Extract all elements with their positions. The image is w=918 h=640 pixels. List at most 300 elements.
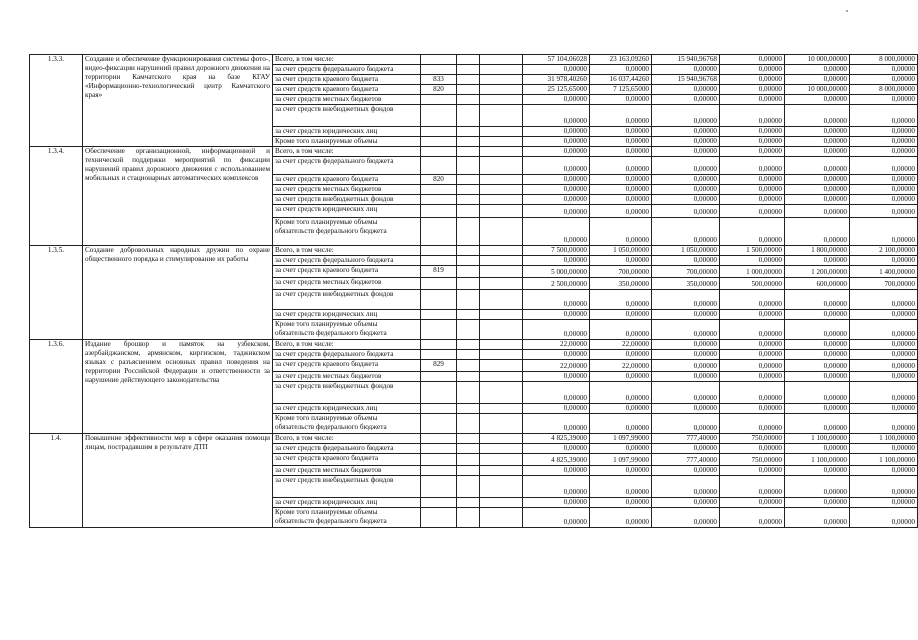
blank-col-a	[457, 310, 480, 320]
budget-code	[421, 414, 457, 434]
blank-col-b	[480, 466, 523, 476]
amount-cell: 0,00000	[850, 340, 918, 350]
blank-col-b	[480, 414, 523, 434]
funding-source: за счет средств местных бюджетов	[273, 466, 421, 476]
amount-cell: 0,00000	[590, 175, 652, 185]
amount-cell: 0,00000	[652, 147, 720, 157]
scan-speck	[846, 10, 848, 12]
amount-cell: 0,00000	[720, 85, 785, 95]
blank-col-b	[480, 310, 523, 320]
amount-cell: 0,00000	[850, 360, 918, 372]
amount-cell: 0,00000	[850, 372, 918, 382]
amount-cell: 0,00000	[850, 508, 918, 528]
amount-cell: 0,00000	[590, 95, 652, 105]
blank-col-a	[457, 444, 480, 454]
amount-cell: 0,00000	[850, 256, 918, 266]
budget-code	[421, 95, 457, 105]
amount-cell: 0,00000	[523, 205, 590, 218]
amount-cell: 2 500,00000	[523, 278, 590, 290]
amount-cell: 0,00000	[850, 105, 918, 127]
budget-code	[421, 205, 457, 218]
budget-code: 829	[421, 360, 457, 372]
amount-cell: 0,00000	[523, 137, 590, 147]
amount-cell: 0,00000	[652, 256, 720, 266]
amount-cell: 0,00000	[785, 310, 850, 320]
blank-col-a	[457, 404, 480, 414]
amount-cell: 0,00000	[652, 444, 720, 454]
amount-cell: 0,00000	[523, 157, 590, 175]
amount-cell: 0,00000	[590, 256, 652, 266]
amount-cell: 0,00000	[652, 382, 720, 404]
amount-cell: 0,00000	[652, 310, 720, 320]
amount-cell: 0,00000	[523, 195, 590, 205]
amount-cell: 600,00000	[785, 278, 850, 290]
funding-source: Всего, в том числе:	[273, 55, 421, 65]
budget-code	[421, 147, 457, 157]
budget-code	[421, 157, 457, 175]
amount-cell: 0,00000	[590, 290, 652, 310]
amount-cell: 750,00000	[720, 434, 785, 444]
amount-cell: 0,00000	[652, 476, 720, 498]
amount-cell: 0,00000	[652, 466, 720, 476]
amount-cell: 0,00000	[850, 320, 918, 340]
amount-cell: 0,00000	[785, 157, 850, 175]
blank-col-a	[457, 466, 480, 476]
funding-source: за счет средств местных бюджетов	[273, 185, 421, 195]
amount-cell: 0,00000	[720, 508, 785, 528]
amount-cell: 0,00000	[785, 195, 850, 205]
blank-col-a	[457, 55, 480, 65]
blank-col-a	[457, 454, 480, 466]
amount-cell: 0,00000	[850, 175, 918, 185]
funding-source: Кроме того планируемые объемы	[273, 137, 421, 147]
amount-cell: 0,00000	[720, 205, 785, 218]
budget-code	[421, 320, 457, 340]
blank-col-a	[457, 360, 480, 372]
amount-cell: 0,00000	[590, 185, 652, 195]
budget-row	[30, 340, 918, 350]
amount-cell: 23 163,09260	[590, 55, 652, 65]
amount-cell: 0,00000	[785, 105, 850, 127]
amount-cell: 0,00000	[785, 147, 850, 157]
budget-code	[421, 372, 457, 382]
budget-code	[421, 350, 457, 360]
amount-cell: 0,00000	[652, 105, 720, 127]
budget-code	[421, 340, 457, 350]
amount-cell: 7 500,00000	[523, 246, 590, 256]
section-number: 1.4.	[30, 434, 83, 528]
amount-cell: 700,00000	[850, 278, 918, 290]
amount-cell: 0,00000	[720, 127, 785, 137]
amount-cell: 0,00000	[523, 290, 590, 310]
amount-cell: 0,00000	[785, 476, 850, 498]
amount-cell: 0,00000	[523, 382, 590, 404]
funding-source: за счет средств внебюджетных фондов	[273, 105, 421, 127]
amount-cell: 1 200,00000	[785, 266, 850, 278]
amount-cell: 0,00000	[652, 157, 720, 175]
amount-cell: 0,00000	[785, 218, 850, 246]
amount-cell: 0,00000	[785, 444, 850, 454]
amount-cell: 0,00000	[590, 157, 652, 175]
amount-cell: 1 000,00000	[720, 266, 785, 278]
amount-cell: 1 097,99000	[590, 454, 652, 466]
amount-cell: 0,00000	[785, 466, 850, 476]
blank-col-b	[480, 147, 523, 157]
blank-col-b	[480, 444, 523, 454]
blank-col-b	[480, 105, 523, 127]
amount-cell: 0,00000	[850, 476, 918, 498]
amount-cell: 0,00000	[590, 205, 652, 218]
blank-col-b	[480, 340, 523, 350]
amount-cell: 0,00000	[785, 127, 850, 137]
amount-cell: 0,00000	[590, 466, 652, 476]
section-description: Издание брошюр и памяток на узбекском, азербайджанском, армянском, киргизском, таджикском языках с разъяснением основных правил поведения на территории Российской Федерации и ответственности за нарушение действующего законодательства	[83, 340, 273, 434]
amount-cell: 0,00000	[785, 498, 850, 508]
budget-code	[421, 127, 457, 137]
amount-cell: 1 100,00000	[785, 434, 850, 444]
blank-col-a	[457, 85, 480, 95]
blank-col-b	[480, 127, 523, 137]
blank-col-a	[457, 105, 480, 127]
amount-cell: 0,00000	[523, 127, 590, 137]
blank-col-a	[457, 246, 480, 256]
blank-col-a	[457, 127, 480, 137]
amount-cell: 15 940,96768	[652, 55, 720, 65]
amount-cell: 0,00000	[785, 382, 850, 404]
amount-cell: 0,00000	[720, 137, 785, 147]
budget-code	[421, 444, 457, 454]
budget-code	[421, 256, 457, 266]
blank-col-b	[480, 454, 523, 466]
amount-cell: 15 940,96768	[652, 75, 720, 85]
blank-col-b	[480, 157, 523, 175]
budget-table	[29, 54, 918, 528]
blank-col-a	[457, 290, 480, 310]
funding-source: Всего, в том числе:	[273, 340, 421, 350]
amount-cell: 0,00000	[652, 350, 720, 360]
budget-code: 820	[421, 85, 457, 95]
amount-cell: 7 125,65000	[590, 85, 652, 95]
blank-col-b	[480, 320, 523, 340]
amount-cell: 0,00000	[652, 185, 720, 195]
blank-col-b	[480, 195, 523, 205]
amount-cell: 0,00000	[850, 195, 918, 205]
amount-cell: 0,00000	[720, 382, 785, 404]
section-number: 1.3.6.	[30, 340, 83, 434]
amount-cell: 0,00000	[652, 137, 720, 147]
amount-cell: 2 100,00000	[850, 246, 918, 256]
funding-source: Всего, в том числе:	[273, 434, 421, 444]
amount-cell: 0,00000	[590, 65, 652, 75]
amount-cell: 0,00000	[652, 372, 720, 382]
budget-code	[421, 434, 457, 444]
amount-cell: 0,00000	[590, 350, 652, 360]
amount-cell: 0,00000	[850, 127, 918, 137]
amount-cell: 0,00000	[523, 414, 590, 434]
amount-cell: 0,00000	[652, 340, 720, 350]
section-description: Создание добровольных народных дружин по охране общественного порядка и стимулирование их работы	[83, 246, 273, 340]
budget-code	[421, 195, 457, 205]
funding-source: за счет средств краевого бюджета	[273, 85, 421, 95]
budget-code: 820	[421, 175, 457, 185]
amount-cell: 0,00000	[652, 65, 720, 75]
amount-cell: 0,00000	[652, 360, 720, 372]
amount-cell: 0,00000	[652, 320, 720, 340]
amount-cell: 16 037,44260	[590, 75, 652, 85]
amount-cell: 0,00000	[523, 218, 590, 246]
amount-cell: 0,00000	[523, 466, 590, 476]
amount-cell: 0,00000	[850, 310, 918, 320]
amount-cell: 31 978,40260	[523, 75, 590, 85]
amount-cell: 8 000,00000	[850, 85, 918, 95]
amount-cell: 0,00000	[523, 175, 590, 185]
amount-cell: 0,00000	[785, 75, 850, 85]
blank-col-a	[457, 75, 480, 85]
funding-source: за счет средств юридических лиц	[273, 498, 421, 508]
amount-cell: 0,00000	[785, 290, 850, 310]
budget-code	[421, 218, 457, 246]
funding-source: за счет средств юридических лиц	[273, 310, 421, 320]
amount-cell: 0,00000	[720, 157, 785, 175]
blank-col-a	[457, 320, 480, 340]
amount-cell: 0,00000	[785, 65, 850, 75]
amount-cell: 0,00000	[720, 95, 785, 105]
blank-col-a	[457, 205, 480, 218]
blank-col-b	[480, 75, 523, 85]
amount-cell: 0,00000	[720, 55, 785, 65]
blank-col-a	[457, 256, 480, 266]
amount-cell: 0,00000	[850, 218, 918, 246]
amount-cell: 0,00000	[523, 498, 590, 508]
amount-cell: 1 100,00000	[850, 434, 918, 444]
amount-cell: 0,00000	[590, 147, 652, 157]
amount-cell: 0,00000	[590, 476, 652, 498]
amount-cell: 0,00000	[590, 218, 652, 246]
amount-cell: 22,00000	[523, 340, 590, 350]
blank-col-b	[480, 185, 523, 195]
amount-cell: 0,00000	[850, 137, 918, 147]
amount-cell: 0,00000	[720, 290, 785, 310]
amount-cell: 22,00000	[523, 360, 590, 372]
blank-col-a	[457, 498, 480, 508]
amount-cell: 0,00000	[652, 290, 720, 310]
funding-source: за счет средств внебюджетных фондов	[273, 195, 421, 205]
budget-code	[421, 454, 457, 466]
budget-row	[30, 246, 918, 256]
funding-source: Всего, в том числе:	[273, 246, 421, 256]
blank-col-b	[480, 404, 523, 414]
amount-cell: 0,00000	[652, 498, 720, 508]
amount-cell: 0,00000	[590, 320, 652, 340]
amount-cell: 0,00000	[590, 404, 652, 414]
amount-cell: 0,00000	[720, 466, 785, 476]
amount-cell: 0,00000	[590, 372, 652, 382]
section-description: Создание и обеспечение функционирования системы фото-, видео-фиксации нарушений правил дорожного движения на территории Камчатского края на базе КГАУ «Информационно-технологический центр Камчатского края»	[83, 55, 273, 147]
amount-cell: 0,00000	[590, 414, 652, 434]
amount-cell: 0,00000	[720, 372, 785, 382]
blank-col-a	[457, 65, 480, 75]
amount-cell: 0,00000	[523, 65, 590, 75]
amount-cell: 0,00000	[652, 85, 720, 95]
amount-cell: 0,00000	[785, 360, 850, 372]
amount-cell: 0,00000	[523, 444, 590, 454]
amount-cell: 10 000,00000	[785, 55, 850, 65]
amount-cell: 0,00000	[590, 137, 652, 147]
amount-cell: 0,00000	[785, 350, 850, 360]
amount-cell: 0,00000	[590, 444, 652, 454]
amount-cell: 0,00000	[850, 404, 918, 414]
amount-cell: 0,00000	[850, 444, 918, 454]
amount-cell: 0,00000	[720, 340, 785, 350]
amount-cell: 0,00000	[720, 105, 785, 127]
blank-col-a	[457, 195, 480, 205]
amount-cell: 10 000,00000	[785, 85, 850, 95]
funding-source: Всего, в том числе:	[273, 147, 421, 157]
blank-col-a	[457, 434, 480, 444]
amount-cell: 0,00000	[785, 95, 850, 105]
amount-cell: 1 100,00000	[785, 454, 850, 466]
amount-cell: 0,00000	[720, 360, 785, 372]
budget-code	[421, 105, 457, 127]
blank-col-a	[457, 278, 480, 290]
amount-cell: 0,00000	[590, 310, 652, 320]
funding-source: за счет средств федерального бюджета	[273, 157, 421, 175]
blank-col-a	[457, 382, 480, 404]
blank-col-b	[480, 246, 523, 256]
amount-cell: 0,00000	[720, 320, 785, 340]
amount-cell: 0,00000	[720, 218, 785, 246]
amount-cell: 0,00000	[720, 444, 785, 454]
budget-row	[30, 147, 918, 157]
blank-col-b	[480, 476, 523, 498]
amount-cell: 0,00000	[523, 404, 590, 414]
blank-col-b	[480, 175, 523, 185]
section-description: Повышение эффективности мер в сфере оказания помощи лицам, пострадавшим в результате ДТП	[83, 434, 273, 528]
amount-cell: 0,00000	[785, 137, 850, 147]
amount-cell: 25 125,65000	[523, 85, 590, 95]
amount-cell: 0,00000	[720, 75, 785, 85]
funding-source: за счет средств федерального бюджета	[273, 350, 421, 360]
blank-col-b	[480, 350, 523, 360]
blank-col-a	[457, 218, 480, 246]
amount-cell: 0,00000	[785, 256, 850, 266]
amount-cell: 0,00000	[652, 95, 720, 105]
blank-col-a	[457, 350, 480, 360]
funding-source: за счет средств краевого бюджета	[273, 360, 421, 372]
blank-col-a	[457, 266, 480, 278]
amount-cell: 0,00000	[850, 350, 918, 360]
amount-cell: 0,00000	[523, 95, 590, 105]
amount-cell: 1 500,00000	[720, 246, 785, 256]
amount-cell: 0,00000	[590, 195, 652, 205]
budget-code	[421, 137, 457, 147]
amount-cell: 0,00000	[523, 185, 590, 195]
budget-code	[421, 498, 457, 508]
amount-cell: 750,00000	[720, 454, 785, 466]
amount-cell: 0,00000	[850, 290, 918, 310]
amount-cell: 0,00000	[652, 218, 720, 246]
funding-source: за счет средств внебюджетных фондов	[273, 382, 421, 404]
amount-cell: 1 800,00000	[785, 246, 850, 256]
section-description: Обеспечение организационной, информационной и технической поддержки мероприятий по фиксации нарушений правил дорожного движения с использованием мобильных и стационарных автоматических комплексов	[83, 147, 273, 246]
amount-cell: 0,00000	[785, 372, 850, 382]
amount-cell: 0,00000	[785, 414, 850, 434]
blank-col-a	[457, 157, 480, 175]
amount-cell: 0,00000	[850, 205, 918, 218]
funding-source: Кроме того планируемые объемы обязательств федерального бюджета	[273, 508, 421, 528]
funding-source: за счет средств федерального бюджета	[273, 444, 421, 454]
amount-cell: 0,00000	[850, 95, 918, 105]
amount-cell: 0,00000	[523, 372, 590, 382]
amount-cell: 0,00000	[785, 185, 850, 195]
amount-cell: 0,00000	[652, 127, 720, 137]
amount-cell: 350,00000	[652, 278, 720, 290]
blank-col-a	[457, 185, 480, 195]
amount-cell: 22,00000	[590, 360, 652, 372]
amount-cell: 0,00000	[850, 498, 918, 508]
amount-cell: 500,00000	[720, 278, 785, 290]
amount-cell: 1 400,00000	[850, 266, 918, 278]
amount-cell: 0,00000	[785, 404, 850, 414]
amount-cell: 700,00000	[652, 266, 720, 278]
amount-cell: 0,00000	[590, 498, 652, 508]
blank-col-b	[480, 372, 523, 382]
blank-col-b	[480, 95, 523, 105]
blank-col-a	[457, 476, 480, 498]
amount-cell: 1 050,00000	[590, 246, 652, 256]
blank-col-a	[457, 372, 480, 382]
funding-source: Кроме того планируемые объемы обязательств федерального бюджета	[273, 320, 421, 340]
amount-cell: 0,00000	[523, 147, 590, 157]
amount-cell: 4 825,39000	[523, 454, 590, 466]
budget-code	[421, 185, 457, 195]
amount-cell: 0,00000	[785, 340, 850, 350]
amount-cell: 0,00000	[720, 350, 785, 360]
amount-cell: 0,00000	[785, 320, 850, 340]
amount-cell: 4 825,39000	[523, 434, 590, 444]
funding-source: за счет средств краевого бюджета	[273, 266, 421, 278]
blank-col-a	[457, 414, 480, 434]
funding-source: за счет средств краевого бюджета	[273, 454, 421, 466]
amount-cell: 0,00000	[523, 508, 590, 528]
blank-col-a	[457, 508, 480, 528]
amount-cell: 0,00000	[785, 205, 850, 218]
blank-col-a	[457, 340, 480, 350]
budget-code	[421, 404, 457, 414]
amount-cell: 0,00000	[523, 476, 590, 498]
blank-col-a	[457, 95, 480, 105]
blank-col-b	[480, 205, 523, 218]
funding-source: за счет средств местных бюджетов	[273, 95, 421, 105]
amount-cell: 1 100,00000	[850, 454, 918, 466]
funding-source: за счет средств федерального бюджета	[273, 256, 421, 266]
amount-cell: 0,00000	[523, 105, 590, 127]
funding-source: за счет средств краевого бюджета	[273, 75, 421, 85]
blank-col-b	[480, 65, 523, 75]
blank-col-b	[480, 290, 523, 310]
amount-cell: 0,00000	[720, 147, 785, 157]
budget-row	[30, 434, 918, 444]
budget-code: 819	[421, 266, 457, 278]
amount-cell: 0,00000	[590, 508, 652, 528]
blank-col-b	[480, 266, 523, 278]
budget-code	[421, 278, 457, 290]
amount-cell: 0,00000	[850, 466, 918, 476]
amount-cell: 1 050,00000	[652, 246, 720, 256]
amount-cell: 0,00000	[523, 310, 590, 320]
budget-code	[421, 290, 457, 310]
blank-col-b	[480, 256, 523, 266]
